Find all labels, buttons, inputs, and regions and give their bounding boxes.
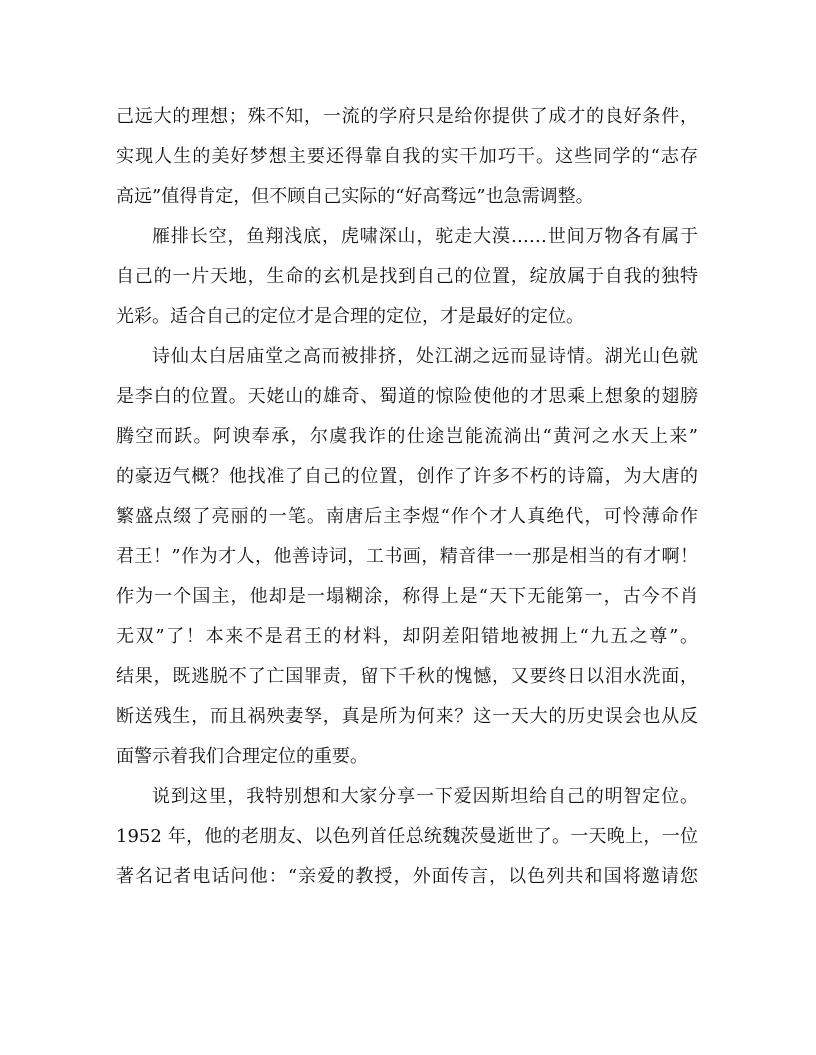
text-line: 说到这里，我特别想和大家分享一下爱因斯坦给自己的明智定位。 [152,786,698,807]
paragraph-1 [116,97,698,217]
text-line: 断送残生，而且祸殃妻孥，真是所为何来？这一天大的历史误会也从反 [116,706,698,727]
paragraph-4 [116,777,698,897]
document-page [116,97,698,897]
text-line: 高远”值得肯定，但不顾自己实际的“好高骛远”也急需调整。 [116,186,594,207]
text-line: 的豪迈气概？他找准了自己的位置，创作了许多不朽的诗篇，为大唐的 [116,466,698,487]
text-line: 面警示着我们合理定位的重要。 [116,746,368,767]
text-line: 实现人生的美好梦想主要还得靠自我的实干加巧干。这些同学的“志存 [116,146,698,167]
paragraph-3 [116,337,698,777]
text-line: 光彩。适合自己的定位才是合理的定位，才是最好的定位。 [116,306,584,327]
text-line: 腾空而跃。阿谀奉承，尔虞我诈的仕途岂能流淌出“黄河之水天上来” [116,426,698,447]
text-line: 自己的一片天地，生命的玄机是找到自己的位置，绽放属于自我的独特 [116,266,698,287]
text-line: 是李白的位置。天姥山的雄奇、蜀道的惊险使他的才思乘上想象的翅膀 [116,386,698,407]
text-line: 繁盛点缀了亮丽的一笔。南唐后主李煜“作个才人真绝代，可怜薄命作 [116,506,698,527]
text-line: 1952 年，他的老朋友、以色列首任总统魏茨曼逝世了。一天晚上，一位 [116,826,698,847]
text-line: 君王！”作为才人，他善诗词，工书画，精音律一一那是相当的有才啊！ [116,546,698,567]
text-line: 雁排长空，鱼翔浅底，虎啸深山，驼走大漠……世间万物各有属于 [152,226,698,247]
text-line: 著名记者电话问他：“亲爱的教授，外面传言，以色列共和国将邀请您 [116,866,698,887]
text-line: 结果，既逃脱不了亡国罪责，留下千秋的愧憾，又要终日以泪水洗面， [116,666,698,687]
text-line: 无双”了！本来不是君王的材料，却阴差阳错地被拥上“九五之尊”。 [116,626,698,647]
text-line: 作为一个国主，他却是一塌糊涂，称得上是“天下无能第一，古今不肖 [116,586,698,607]
paragraph-2 [116,217,698,337]
text-line: 己远大的理想；殊不知，一流的学府只是给你提供了成才的良好条件， [116,106,698,127]
text-line: 诗仙太白居庙堂之高而被排挤，处江湖之远而显诗情。湖光山色就 [152,346,698,367]
